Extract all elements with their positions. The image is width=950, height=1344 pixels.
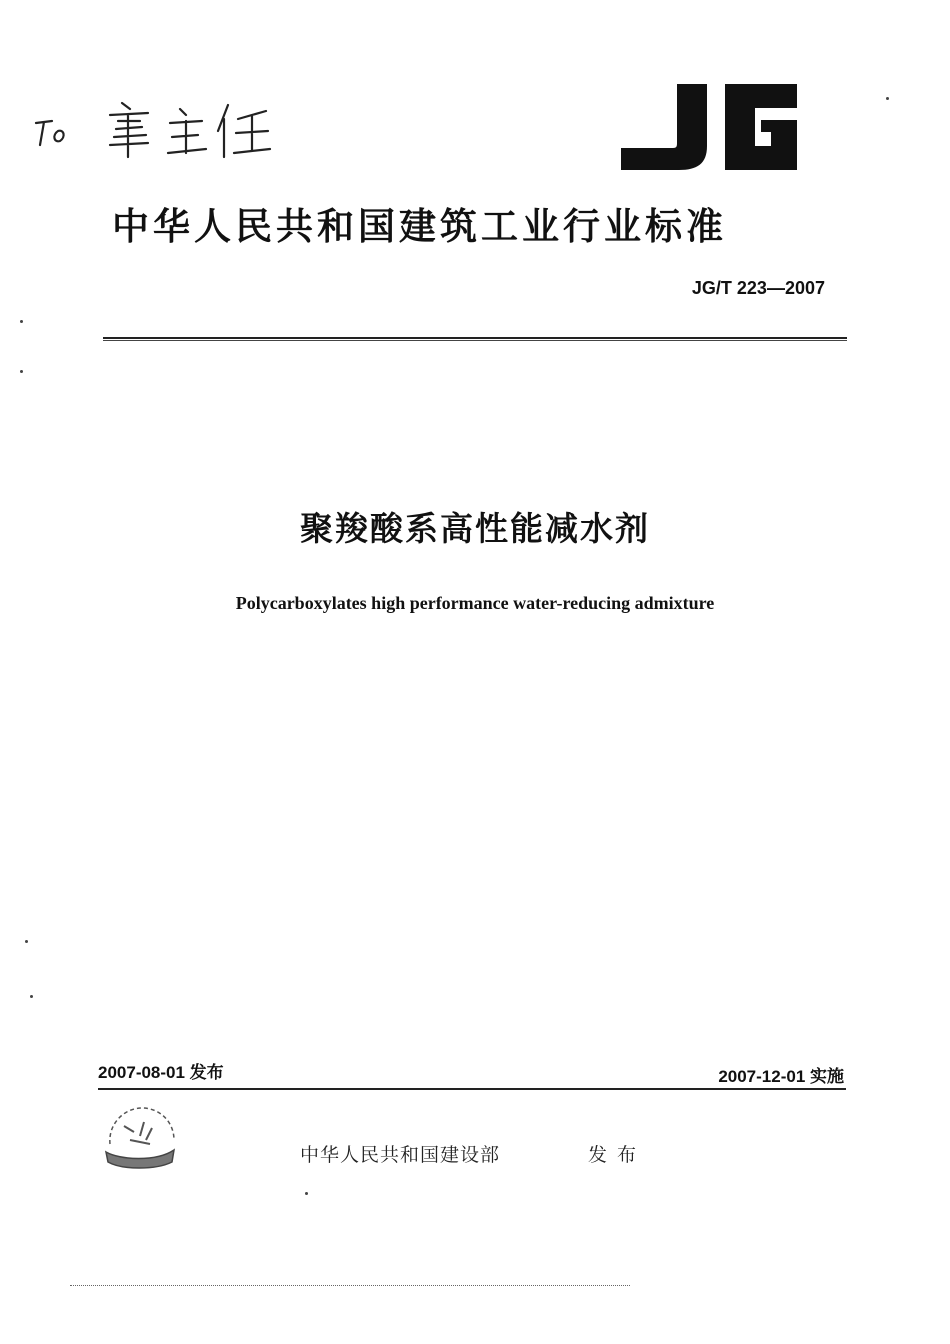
handwritten-annotation xyxy=(30,95,290,165)
publish-label: 发布 xyxy=(588,1144,647,1166)
ministry-seal-icon xyxy=(100,1100,180,1180)
scan-speck xyxy=(886,97,889,100)
issue-date: 2007-08-01 发布 xyxy=(98,1063,224,1082)
scan-speck xyxy=(25,940,28,943)
scan-speck xyxy=(30,995,33,998)
document-title-english: Polycarboxylates high performance water-reducing admixture xyxy=(235,593,715,613)
issuing-authority: 中华人民共和国建设部 xyxy=(300,1144,501,1166)
jg-logo xyxy=(615,84,800,170)
scan-speck xyxy=(20,320,23,323)
industry-standard-title: 中华人民共和国建筑工业行业标准 xyxy=(112,205,727,248)
scan-edge-line xyxy=(70,1285,630,1286)
footer-rule xyxy=(98,1088,846,1090)
document-title: 聚羧酸系高性能减水剂 xyxy=(300,509,650,548)
header-rule xyxy=(103,337,847,341)
scan-speck xyxy=(20,370,23,373)
implementation-date: 2007-12-01 实施 xyxy=(718,1067,844,1086)
scan-speck xyxy=(305,1192,308,1195)
standard-number: JG/T 223—2007 xyxy=(691,278,825,298)
